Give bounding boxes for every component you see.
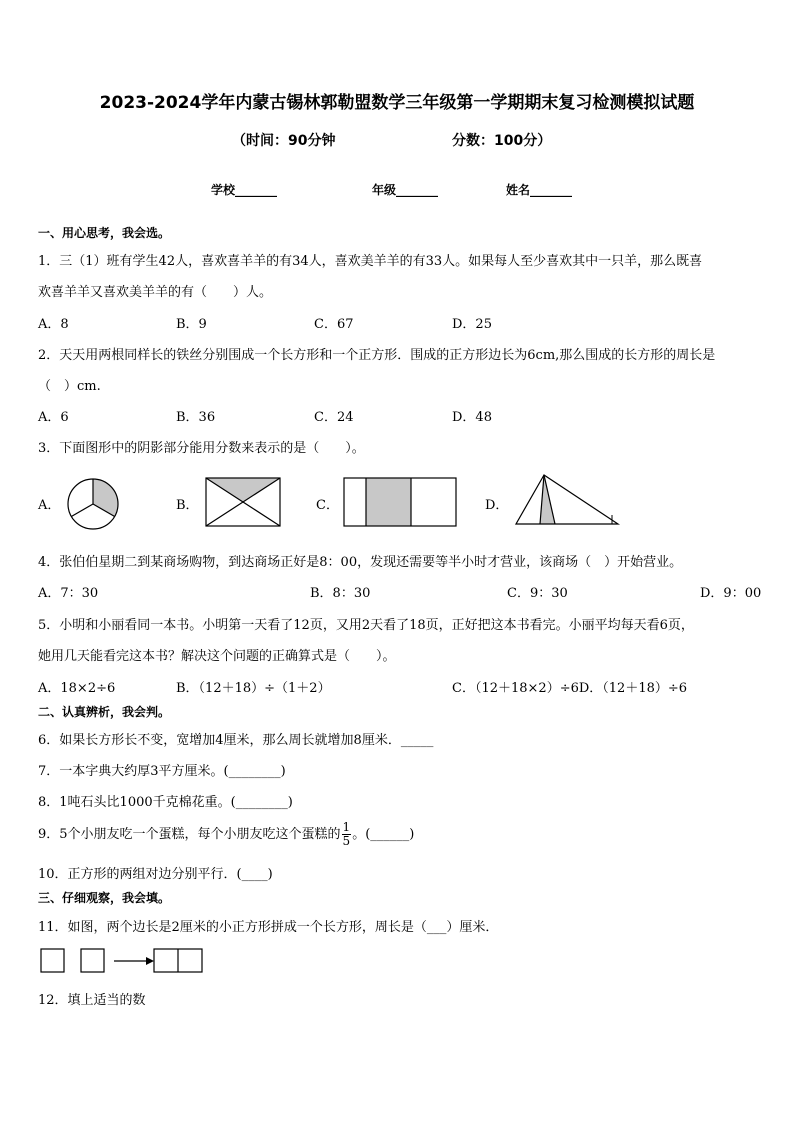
fraction [342,821,352,848]
q4-line1: 4．张伯伯星期二到某商场购物，到达商场正好是8：00，发现还需要等半小时才营业，该商场（ ）开始营业。 [38,555,683,570]
q5-option-a: A．18×2÷6 [38,681,116,696]
q1-line1: 1．三（1）班有学生42人，喜欢喜羊羊的有34人，喜欢美羊羊的有33人。如果每人至少喜欢其中一只羊，那么既喜 [38,254,703,269]
rectangle-parts-figure [343,477,457,527]
squares-to-rectangle-figure [38,946,206,976]
q2-line1: 2．天天用两根同样长的铁丝分别围成一个长方形和一个正方形．围成的正方形边长为6cm,那么围成的长方形的周长是 [38,348,716,363]
q1-option-a: A．8 [38,317,69,332]
q5-line2: 她用几天能看完这本书？解决这个问题的正确算式是（ ）。 [38,649,396,664]
q8-text: 8．1吨石头比1000千克棉花重。(________) [38,795,293,810]
q6-text: 6．如果长方形长不变，宽增加4厘米，那么周长就增加8厘米．_____ [38,733,434,748]
q3-option-c: C． [316,498,339,513]
q3-option-b: B． [176,498,199,513]
q4-option-b: B．8：30 [310,586,371,601]
q7-text: 7．一本字典大约厚3平方厘米。(________) [38,764,286,779]
section-1-heading: 一、用心思考，我会选。 [38,226,171,240]
q2-option-d: D．48 [452,410,492,425]
q1-option-d: D．25 [452,317,492,332]
q9-after: 。(______) [352,827,415,842]
section-3-heading: 三、仔细观察，我会填。 [38,891,171,905]
q2-option-c: C．24 [314,410,354,425]
school-field: 学校_______ [211,183,278,197]
q5-option-cd: C．（12＋18×2）÷6D．（12＋18）÷6 [452,681,688,696]
q3-line1: 3．下面图形中的阴影部分能用分数来表示的是（ ）。 [38,441,365,456]
section-2-heading: 二、认真辨析，我会判。 [38,705,171,719]
triangle-figure [512,471,622,529]
q4-option-d: D．9：00 [700,586,762,601]
q4-option-a: A．7：30 [38,586,99,601]
q2-option-a: A．6 [38,410,69,425]
fraction-numerator: 1 [342,820,351,834]
page-title: 2023-2024学年内蒙古锡林郭勒盟数学三年级第一学期期末复习检测模拟试题 [99,93,695,113]
score-label: 分数：100分） [452,133,552,149]
name-field: 姓名_______ [506,183,573,197]
q10-text: 10．正方形的两组对边分别平行．(____) [38,867,273,882]
rectangle-diagonals-figure [205,477,281,527]
q1-option-c: C．67 [314,317,354,332]
q2-line2: （ ）cm. [38,379,101,394]
q1-option-b: B．9 [176,317,207,332]
q9-text [38,820,414,850]
q3-option-a: A． [38,498,61,513]
q3-option-d: D． [485,498,509,513]
fraction-denominator: 5 [342,834,351,848]
q4-option-c: C．9：30 [507,586,568,601]
q5-option-b: B．（12＋18）÷（1＋2） [176,681,331,696]
grade-field: 年级_______ [372,183,439,197]
circle-thirds-figure [64,475,122,533]
q12-text: 12．填上适当的数 [38,993,146,1008]
q1-line2: 欢喜羊羊又喜欢美羊羊的有（ ）人。 [38,285,273,300]
q5-line1: 5．小明和小丽看同一本书。小明第一天看了12页，又用2天看了18页，正好把这本书看完。小丽平均每天看6页， [38,618,694,633]
q11-text: 11．如图，两个边长是2厘米的小正方形拼成一个长方形，周长是（___）厘米． [38,920,499,935]
q2-option-b: B．36 [176,410,216,425]
time-label: （时间：90分钟 [232,133,336,149]
q9-before: 9．5个小朋友吃一个蛋糕，每个小朋友吃这个蛋糕的 [38,827,341,842]
